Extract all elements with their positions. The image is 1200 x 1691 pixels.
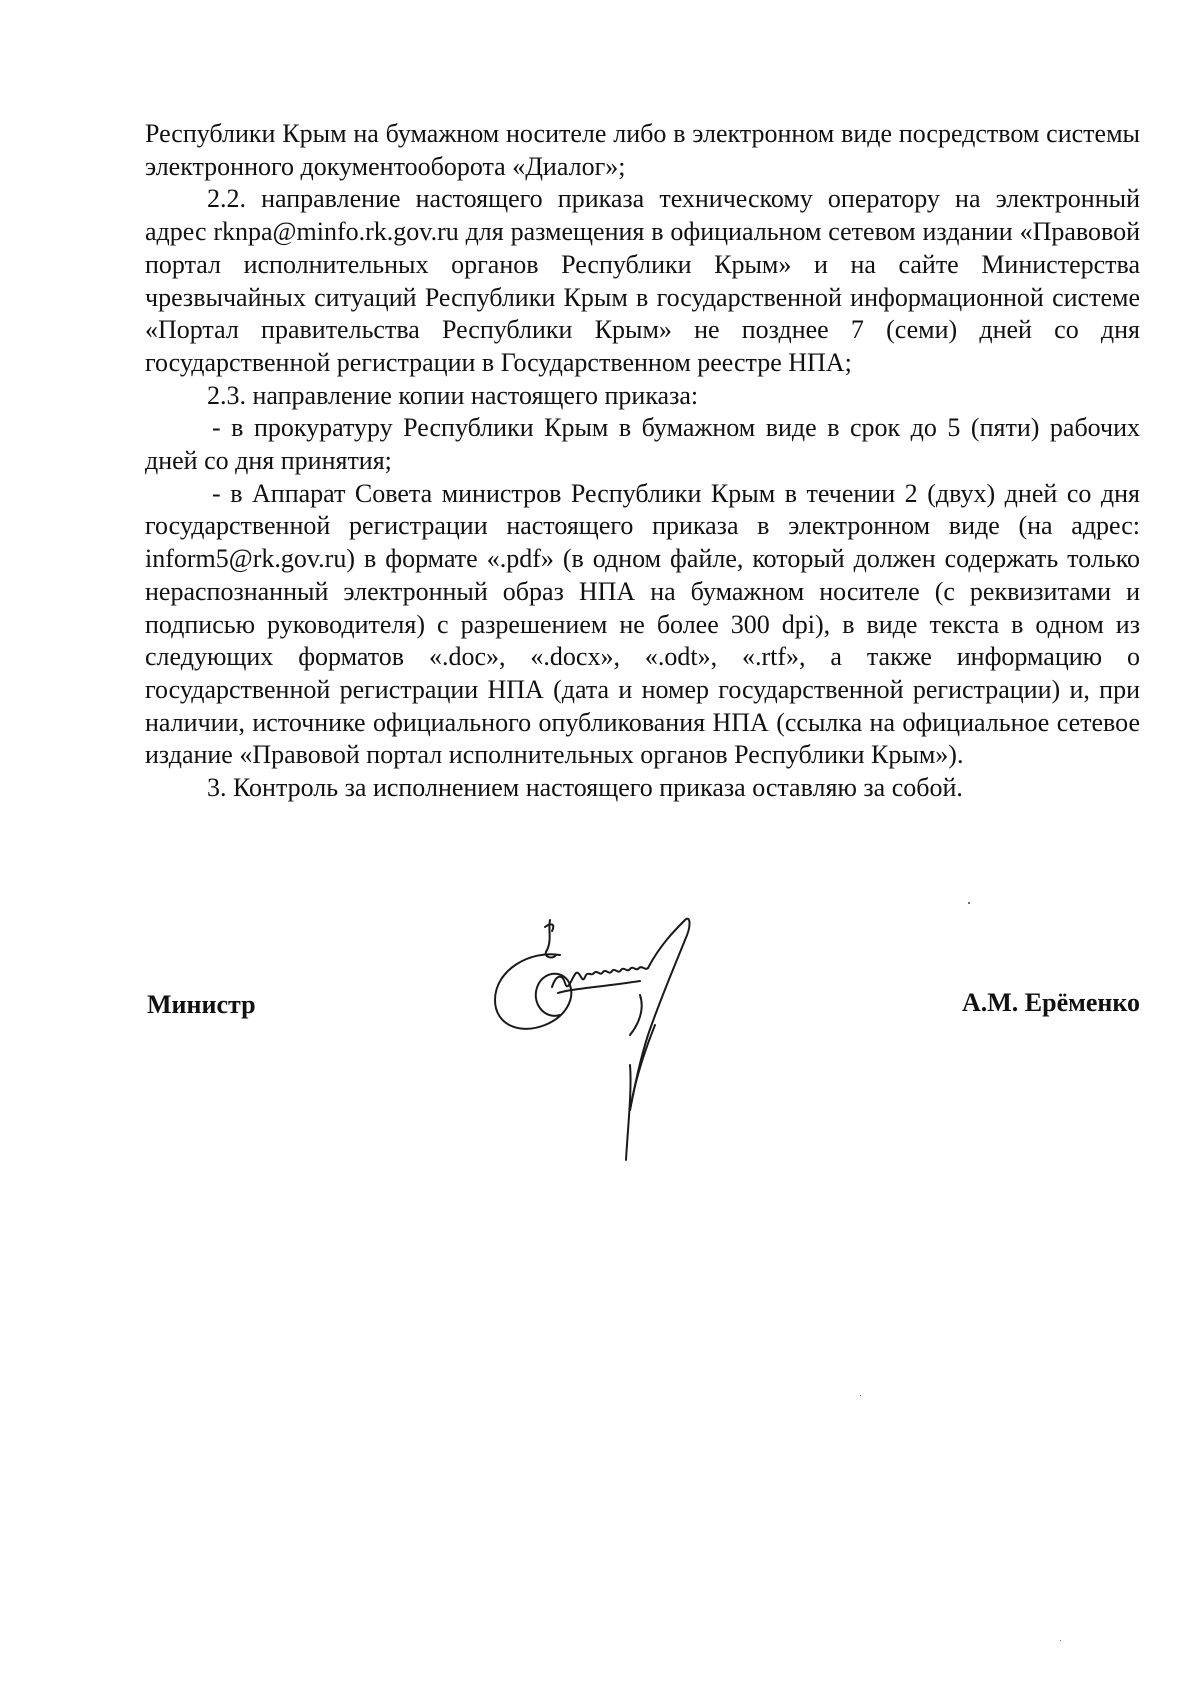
paragraph-3-control: 3. Контроль за исполнением настоящего приказа оставляю за собой.: [207, 773, 963, 803]
document-body: [145, 118, 1140, 805]
paragraph-2-3: 2.3. направление копии настоящего приказа:: [207, 380, 699, 410]
paragraph-council-apparatus: - в Аппарат Совета министров Республики Крым в течении 2 (двух) дней со дня государственной регистрации настоящего приказа в электронном виде (на адрес: inform5@rk.gov.ru) в формате «.pdf» (в одном файле, который должен содержать только нераспознанный электронный образ НПА на бумажном носителе (с реквизитами и подписью руководителя) с разрешением не более 300 dpi), в виде текста в одном из следующих форматов «.doc», «.docx», «.odt», «.rtf», а также информацию о государственной регистрации НПА (дата и номер государственной регистрации) и, при наличии, источнике официального опубликования НПА (ссылка на официальное сетевое издание «Правовой портал исполнительных органов Республики Крым»).: [145, 478, 1140, 770]
scan-speck: [968, 902, 970, 904]
paragraph-prosecutor: - в прокуратуру Республики Крым в бумажном виде в срок до 5 (пяти) рабочих дней со дня принятия;: [145, 413, 1140, 476]
paragraph-continuation: Республики Крым на бумажном носителе либо в электронном виде посредством системы электронного документооборота «Диалог»;: [145, 119, 1140, 181]
paragraph-2-2: 2.2. направление настоящего приказа техническому оператору на электронный адрес rknpa@minfo.rk.gov.ru для размещения в официальном сетевом издании «Правовой портал исполнительных органов Республики Крым» и на сайте Министерства чрезвычайных ситуаций Республики Крым в государственной информационной системе «Портал правительства Республики Крым» не позднее 7 (семи) дней со дня государственной регистрации в Государственном реестре НПА;: [145, 184, 1140, 377]
signatory-title: Министр: [147, 990, 256, 1019]
scan-speck: [860, 1395, 861, 1396]
handwritten-signature-icon: [490, 915, 760, 1165]
signatory-name: А.М. Ерёменко: [961, 988, 1140, 1017]
scan-speck: [1060, 1640, 1061, 1641]
